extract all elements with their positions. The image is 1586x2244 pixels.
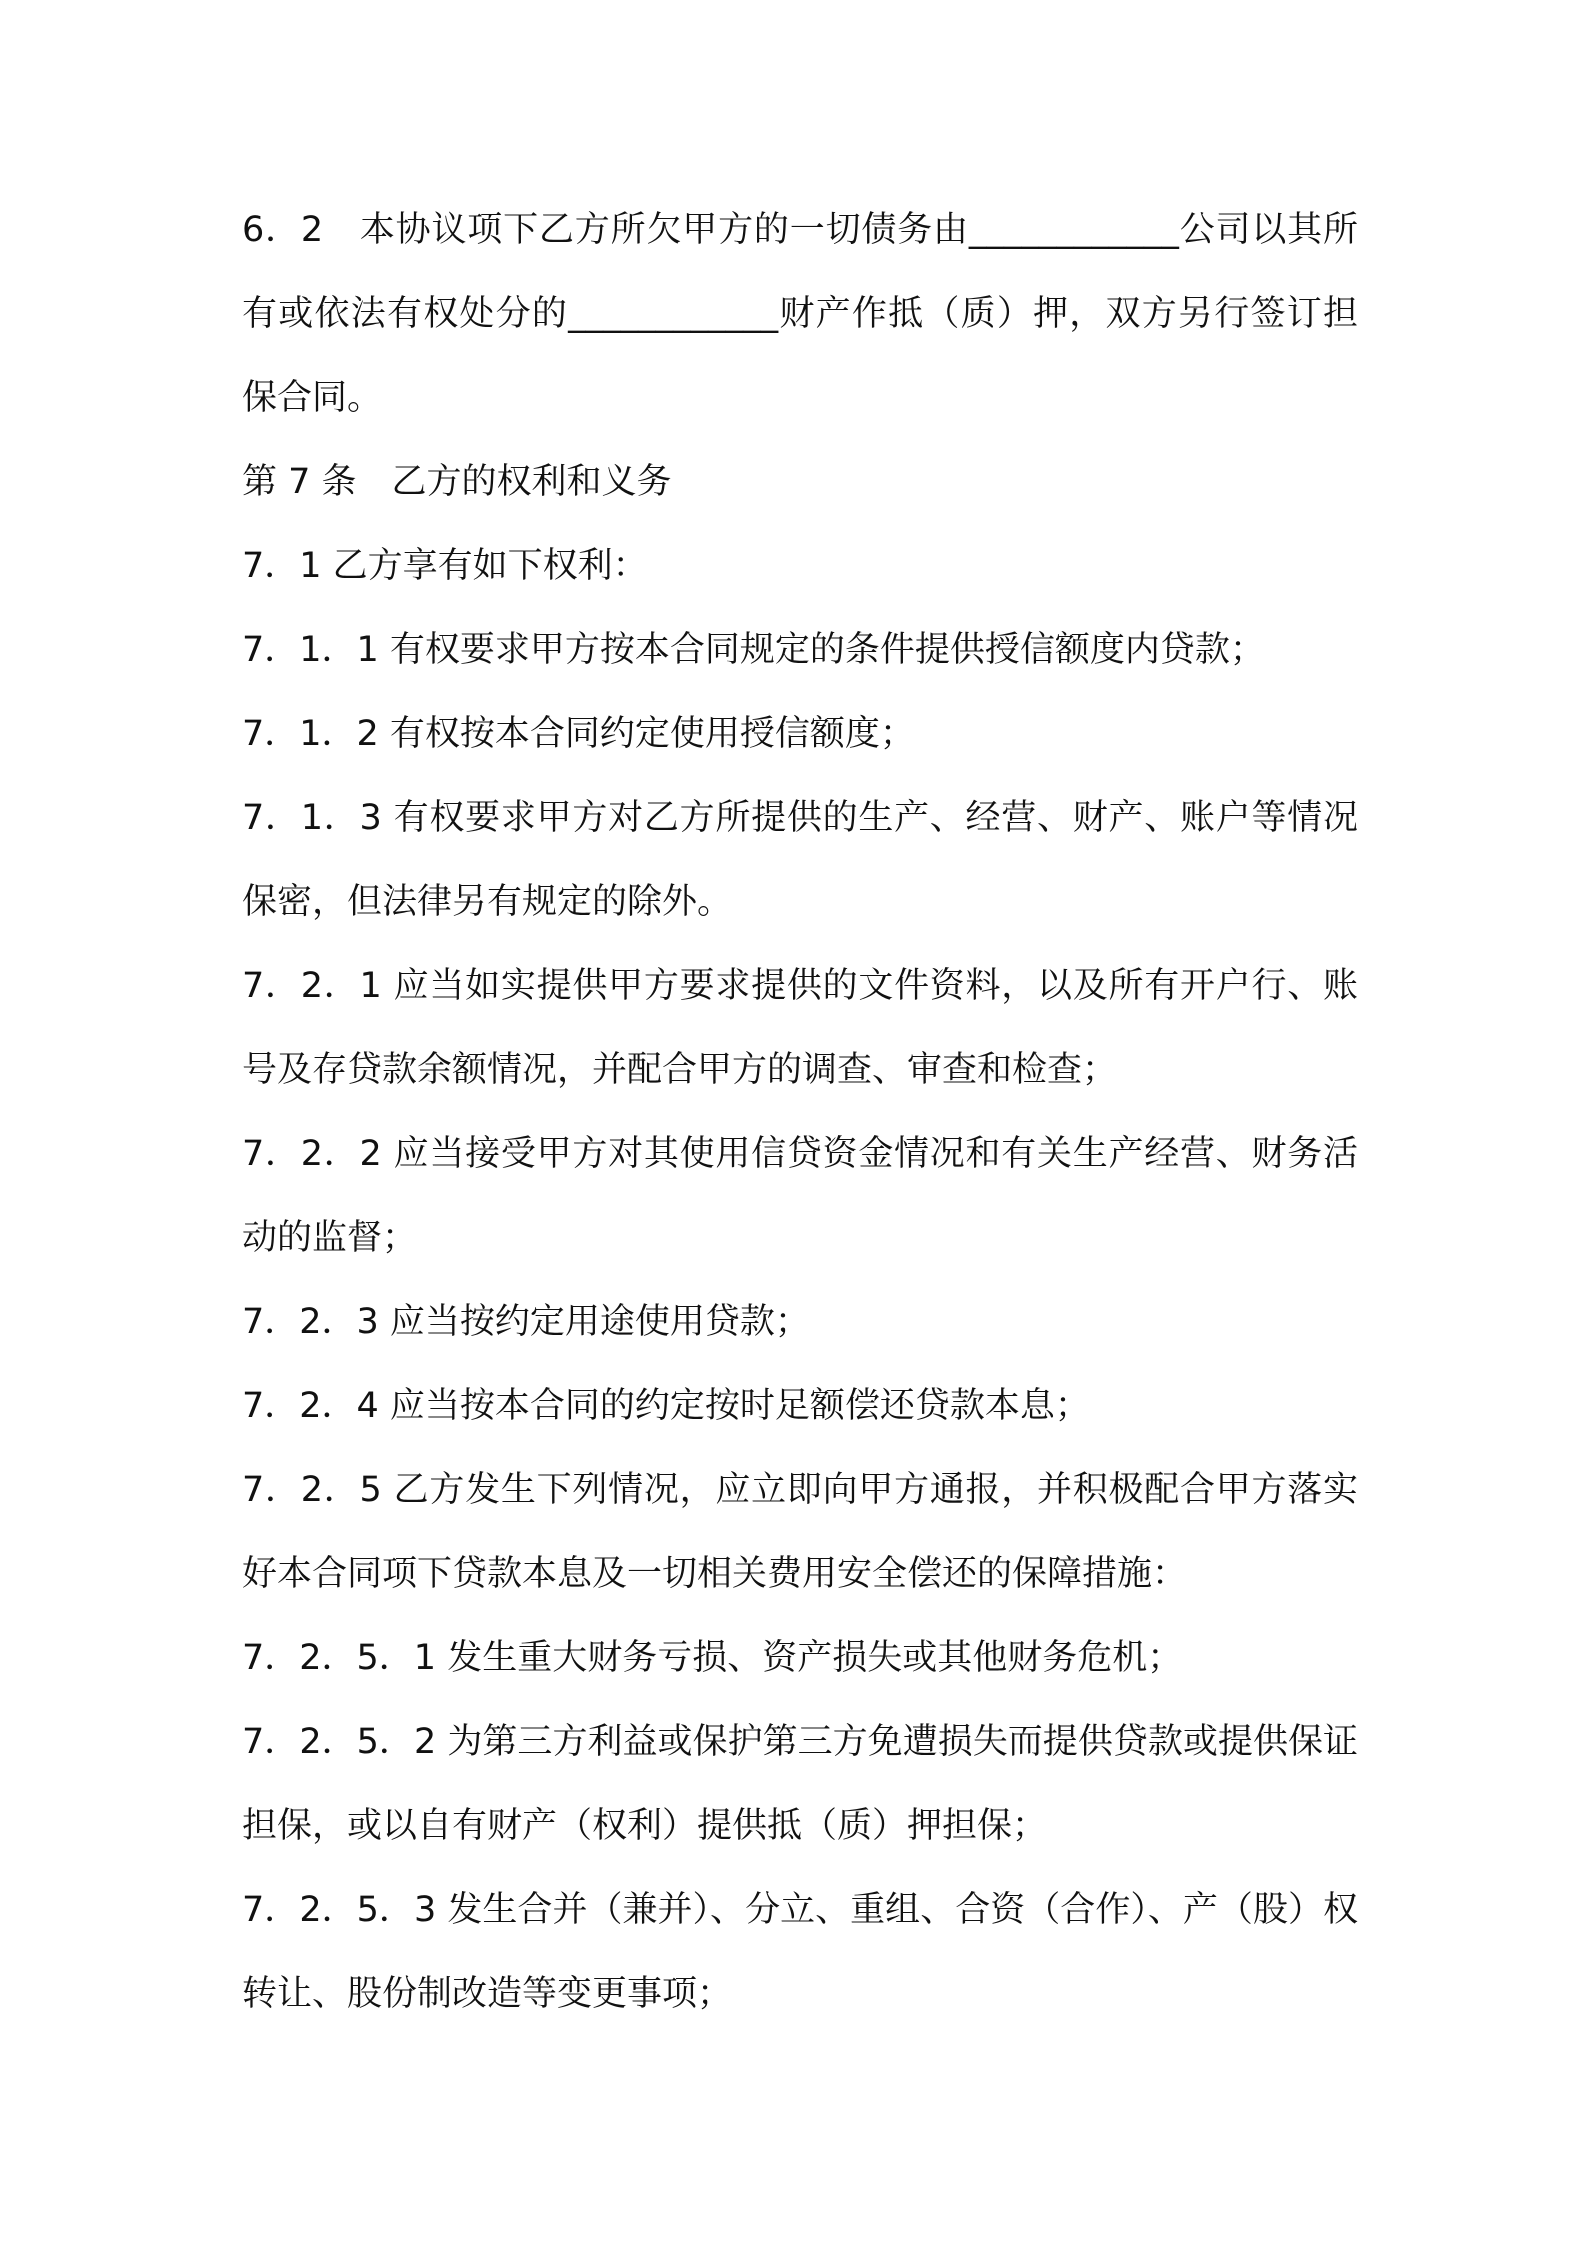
clause-7-2-5-1: 7．2．5．1 发生重大财务亏损、资产损失或其他财务危机；	[242, 1638, 1183, 1678]
clause-7-2-1: 7．2．1 应当如实提供甲方要求提供的文件资料，以及所有开户行、账号及存贷款余额情况，并配合甲方的调查、审查和检查；	[242, 966, 1358, 1090]
clause-7-2-4: 7．2．4 应当按本合同的约定按时足额偿还贷款本息；	[242, 1386, 1090, 1426]
clause-7-2-5: 7．2．5 乙方发生下列情况，应立即向甲方通报，并积极配合甲方落实好本合同项下贷款本息及一切相关费用安全偿还的保障措施：	[242, 1470, 1358, 1594]
clause-7-2-5-3: 7．2．5．3 发生合并（兼并）、分立、重组、合资（合作）、产（股）权转让、股份制改造等变更事项；	[242, 1890, 1358, 2014]
clause-7-1: 7．1 乙方享有如下权利：	[242, 546, 648, 586]
clause-7-2-3: 7．2．3 应当按约定用途使用贷款；	[242, 1302, 810, 1342]
clause-7-2-2: 7．2．2 应当接受甲方对其使用信贷资金情况和有关生产经营、财务活动的监督；	[242, 1134, 1358, 1258]
clause-7-1-2: 7．1．2 有权按本合同约定使用授信额度；	[242, 714, 915, 754]
clause-7-2-5-2: 7．2．5．2 为第三方利益或保护第三方免遭损失而提供贷款或提供保证担保，或以自有财产（权利）提供抵（质）押担保；	[242, 1722, 1358, 1846]
document-body	[242, 188, 1358, 2036]
clause-6-2: 6．2 本协议项下乙方所欠甲方的一切债务由____________公司以其所有或依法有权处分的____________财产作抵（质）押，双方另行签订担保合同。	[242, 210, 1358, 418]
article-7-heading: 第 7 条 乙方的权利和义务	[242, 462, 672, 502]
clause-7-1-3: 7．1．3 有权要求甲方对乙方所提供的生产、经营、财产、账户等情况保密，但法律另有规定的除外。	[242, 798, 1358, 922]
clause-7-1-1: 7．1．1 有权要求甲方按本合同规定的条件提供授信额度内贷款；	[242, 630, 1265, 670]
